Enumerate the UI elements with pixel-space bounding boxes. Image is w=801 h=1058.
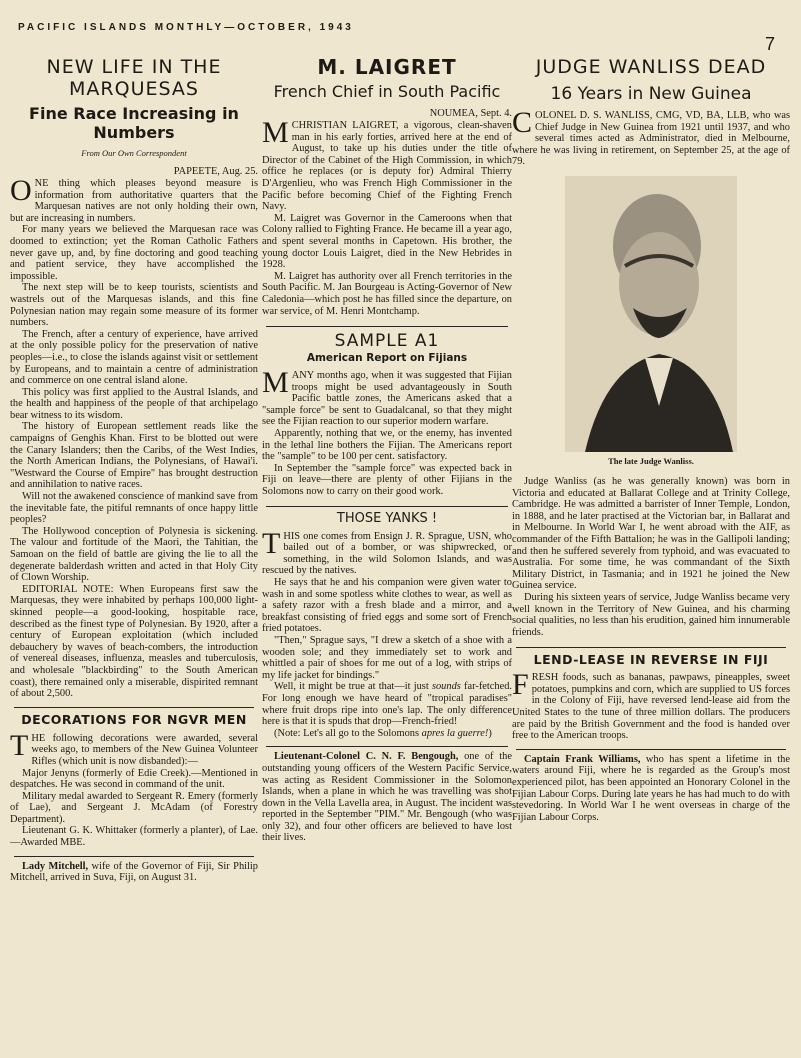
sample-lead-paragraph: [262, 366, 512, 428]
yanks-note-text: (Note: Let's all go to the Solomons: [274, 727, 422, 739]
portrait-caption: The late Judge Wanliss.: [608, 455, 694, 466]
marquesas-paragraph: This policy was first applied to the Austral Islands, and the health and happiness of the people of that archipelago bear witness to its wisdom.: [10, 386, 258, 421]
wanliss-lead-paragraph: [512, 106, 790, 168]
yanks-note-paragraph: [262, 728, 512, 740]
marquesas-paragraph: The Hollywood conception of Polynesia is sickening. The valour and fortitude of the Maori, the Tahitian, the Samoan on the field of battle are giving the lie to all the degenerate balderdash written and acted in that Holy City of Clown Worship.: [10, 525, 258, 584]
williams-text: who has spent a lifetime in the waters around Fiji, where he is regarded as the Group's most experienced pilot, has been appointed an Honorary Colonel in the Fijian Labour Corps. During late years he has had much to do with stevedoring. In World War I he went overseas in charge of the Fijian Labour Corps.: [512, 753, 790, 823]
headline-lend-lease: LEND-LEASE IN REVERSE IN FIJI: [533, 652, 769, 668]
drop-cap: C: [512, 106, 533, 139]
marquesas-lead-paragraph: [10, 174, 258, 224]
yanks-paragraph: He says that he and his companion were given water to wash in and some spotless white clothes to wear, as well as a safety razor with a fresh blade and a mirror, and a breakfast consisting of fried eggs and some sort of French fried potatoes.: [262, 577, 512, 635]
wanliss-paragraph: During his sixteen years of service, Judge Wanliss became very well known in the Territory of New Guinea, and his charming social qualities, no less than his erudition, gained him innumerable friends.: [512, 591, 790, 638]
running-head: PACIFIC ISLANDS MONTHLY—OCTOBER, 1943: [18, 22, 354, 33]
bengough-paragraph: [262, 751, 512, 844]
page-number: 7: [764, 34, 775, 54]
headline-decorations: DECORATIONS FOR NGVR MEN: [21, 711, 247, 727]
marquesas-paragraph: The next step will be to keep tourists, scientists and wastrels out of the Marquesas islands, and this fine Polynesian nation may regain some measure of its former numbers.: [10, 282, 258, 329]
decorations-paragraph: Major Jenyns (formerly of Edie Creek).—Mentioned in despatches. He was second in command of the unit.: [10, 767, 258, 791]
lend-lease-text: RESH foods, such as bananas, pawpaws, pineapples, sweet potatoes, pumpkins and corn, which are supplied to US forces in the Colony of Fiji, have reversed lend-lease aid from the United States to the tune of three million dollars. The producers are paid by the British Government and the food is handed over free to the American troops.: [512, 672, 790, 742]
subheadline-wanliss: 16 Years in New Guinea: [550, 84, 752, 104]
laigret-paragraph: M. Laigret was Governor in the Cameroons when that Colony rallied to Fighting France. He became ill a year ago, and spent several months in Capetown. His brother, the young doctor Louis Laigret, died in the New Hebrides in 1928.: [262, 212, 512, 271]
dateline-noumea: NOUMEA, Sept. 4.: [429, 108, 512, 119]
bengough-lead: Lieutenant-Colonel C. N. F. Bengough,: [274, 751, 459, 763]
marquesas-paragraph: Will not the awakened conscience of mankind save from the inevitable fate, the pitiful remnants of once happy little peoples?: [10, 491, 258, 526]
mitchell-lead: Lady Mitchell,: [22, 860, 89, 872]
yanks-note-italic: apres la guerre!: [421, 727, 489, 739]
byline: From Our Own Correspondent: [81, 148, 187, 158]
laigret-paragraph: M. Laigret has authority over all French territories in the South Pacific. M. Jan Bourgeau is Acting-Governor of New Caledonia—which post he has filled since the departure, on war service, of M. Henri Montchamp.: [262, 270, 512, 317]
williams-paragraph: [512, 754, 790, 824]
headline-sample-a1: SAMPLE A1: [334, 331, 440, 352]
editorial-note: EDITORIAL NOTE: When Europeans first saw the Marquesas, they were inhabited by perhaps 100,000 light-skinned people—a good-looking, hospitable race, described as the finest type of Polynesian. By 1920, after a century of European exploitation (which included debauchery by waves of beach-combers, the introduction of venereal diseases, influenza, measles and tuberculosis, and wholesale "blackbirding" to the South American coast), there remained only a miserable, dispirited remnant of about 2,500.: [10, 583, 258, 700]
decorations-lead-text: HE following decorations were awarded, several weeks ago, to members of the New Guinea Volunteer Rifles (which unit is now disbanded):—: [31, 732, 258, 767]
sample-lead-text: ANY months ago, when it was suggested that Fijian troops might be used advantageously in South Pacific battle zones, the Americans asked that a "sample force" be sent to Guadalcanal, so that they might see the Fijian reaction to our superior modern warfare.: [262, 370, 512, 428]
column-laigret: [262, 56, 512, 1051]
divider: [266, 506, 508, 507]
divider: [14, 856, 254, 857]
marquesas-lead-text: NE thing which pleases beyond measure is information from authoritative quarters that the Marquesan natives are not only holding their own, but are increasing in numbers.: [10, 178, 258, 224]
marquesas-paragraph: For many years we believed the Marquesan race was doomed to extinction; yet the Roman Catholic Fathers never gave up, and, by fine doctoring and good teaching and patient service, they have accomplished the impossible.: [10, 224, 258, 282]
decorations-lead-paragraph: [10, 728, 258, 768]
wanliss-paragraph: Judge Wanliss (as he was generally known) was born in Victoria and educated at Ballarat College and at Trinity College, Cambridge. He was admitted a barrister of Inner Temple, London, in 1888, and he later practised at the Victorian bar, in Ballarat and in Melbourne. In World War I, he went abroad with the AIF, as commander of the Fifth Battalion; he was in the Gallipoli landing; and then he suffered severely from typhoid, and was evacuated to Australia. For some time, he was commandant of the Sixth Military District, in Tasmania; and in 1921 he joined the New Guinea service.: [512, 475, 790, 592]
portrait-image: [565, 176, 737, 452]
headline-marquesas: NEW LIFE IN THE MARQUESAS: [46, 56, 222, 100]
yanks-lead-paragraph: [262, 526, 512, 577]
decorations-paragraph: Lieutenant G. K. Whittaker (formerly a planter), of Lae.—Awarded MBE.: [10, 825, 258, 849]
mitchell-text: wife of the Governor of Fiji, Sir Philip Mitchell, arrived in Suva, Fiji, on August 31.: [10, 860, 258, 884]
drop-cap: F: [512, 668, 529, 702]
sample-paragraph: Apparently, nothing that we, or the enemy, has invented in the lethal line bothers the Fijian. The Americans report the "sample" to be 100 per cent. satisfactory.: [262, 428, 512, 463]
sample-paragraph: In September the "sample force" was expected back in Fiji on leave—there are plenty of other Fijians in the Solomons now to carry on their good work.: [262, 462, 512, 498]
headline-laigret: M. LAIGRET: [317, 56, 457, 79]
portrait-photo: [565, 176, 737, 452]
drop-cap: O: [10, 174, 32, 207]
yanks-note-end: ): [488, 727, 492, 739]
headline-those-yanks: THOSE YANKS !: [336, 510, 438, 526]
divider: [266, 326, 508, 327]
subheadline-laigret: French Chief in South Pacific: [273, 82, 501, 101]
drop-cap: M: [262, 366, 289, 400]
williams-lead: Captain Frank Williams,: [524, 753, 641, 765]
divider: [516, 647, 786, 648]
column-wanliss: [512, 56, 790, 1051]
yanks-lead-text: HIS one comes from Ensign J. R. Sprague, USN, who bailed out of a bomber, or was shipwrecked, or something, in the wild Solomon Islands, and was rescued by the natives.: [262, 530, 512, 577]
wanliss-lead-text: OLONEL D. S. WANLISS, CMG, VD, BA, LLB, who was Chief Judge in New Guinea from 1921 until 1937, and who several times acted as Administrator, died in Melbourne, where he was living in retirement, on September 25, at the age of 79.: [512, 110, 790, 168]
subheadline-sample-a1: American Report on Fijians: [306, 352, 468, 365]
yanks-well-text: Well, it might be true at that—it just: [274, 681, 432, 693]
yanks-well-italic: sounds: [431, 681, 461, 693]
mitchell-paragraph: [10, 861, 258, 884]
column-marquesas: [10, 56, 258, 1051]
dateline-papeete: PAPEETE, Aug. 25.: [173, 166, 258, 177]
subheadline-marquesas: Fine Race Increasing in Numbers: [29, 104, 239, 142]
bengough-text: one of the outstanding young officers of the Western Pacific Service, was acting as Resident Commissioner in the Solomon Islands, when a plane in which he was travelling was shot down in the Vella Lavella area, in August. The incident was reported in the September "PIM." Mr. Bengough (who was only 32), and four other officers are believed to have lost their lives.: [262, 751, 512, 844]
divider: [516, 749, 786, 750]
divider: [266, 746, 508, 747]
marquesas-paragraph: The history of European settlement reads like the campaigns of Genghis Khan. First to be blotted out were the Canary Islanders; then the Caribs, of the West Indies, the North American Indians, the Polynesians, of Hawai'i. "Westward the Course of Empire" has brought destruction and annihilation to native races.: [10, 421, 258, 491]
drop-cap: T: [262, 526, 281, 560]
drop-cap: T: [10, 728, 29, 762]
lend-lease-paragraph: [512, 668, 790, 742]
headline-wanliss: JUDGE WANLISS DEAD: [535, 56, 767, 78]
drop-cap: M: [262, 116, 289, 149]
laigret-lead-paragraph: [262, 116, 512, 213]
laigret-lead-text: CHRISTIAN LAIGRET, a vigorous, clean-shaven man in his early forties, arrived here at the end of August, to take up his duties under the title of Director of the Cabinet of the High Commission, in which office he replaces (or is deputy for) Admiral Thierry D'Argenlieu, who was French High Commissioner in the Pacific before becoming Chief of the Fighting French Navy.: [262, 120, 512, 213]
yanks-well-paragraph: [262, 681, 512, 727]
yanks-well-text-end: far-fetched. For long enough we have heard of "tropical paradises" where fruit drops ripe into one's lap. The only difference here is that it is spuds that drop—French-fried!: [262, 681, 512, 728]
yanks-paragraph: "Then," Sprague says, "I drew a sketch of a shoe with a wooden sole; and they immediately set to work and whittled a pair of shoes for me out of a log, with strips of my life jacket for bindings.": [262, 634, 512, 681]
decorations-paragraph: Military medal awarded to Sergeant R. Emery (formerly of Lae), and Sergeant J. McAdam (of Forestry Department).: [10, 790, 258, 825]
marquesas-paragraph: The French, after a century of experience, have arrived at the only possible policy for the preservation of native peoples—i.e., to close the islands against visit or settlement by Europeans, and to maintain a centre of administration and commerce on one central island alone.: [10, 328, 258, 387]
divider: [14, 707, 254, 708]
